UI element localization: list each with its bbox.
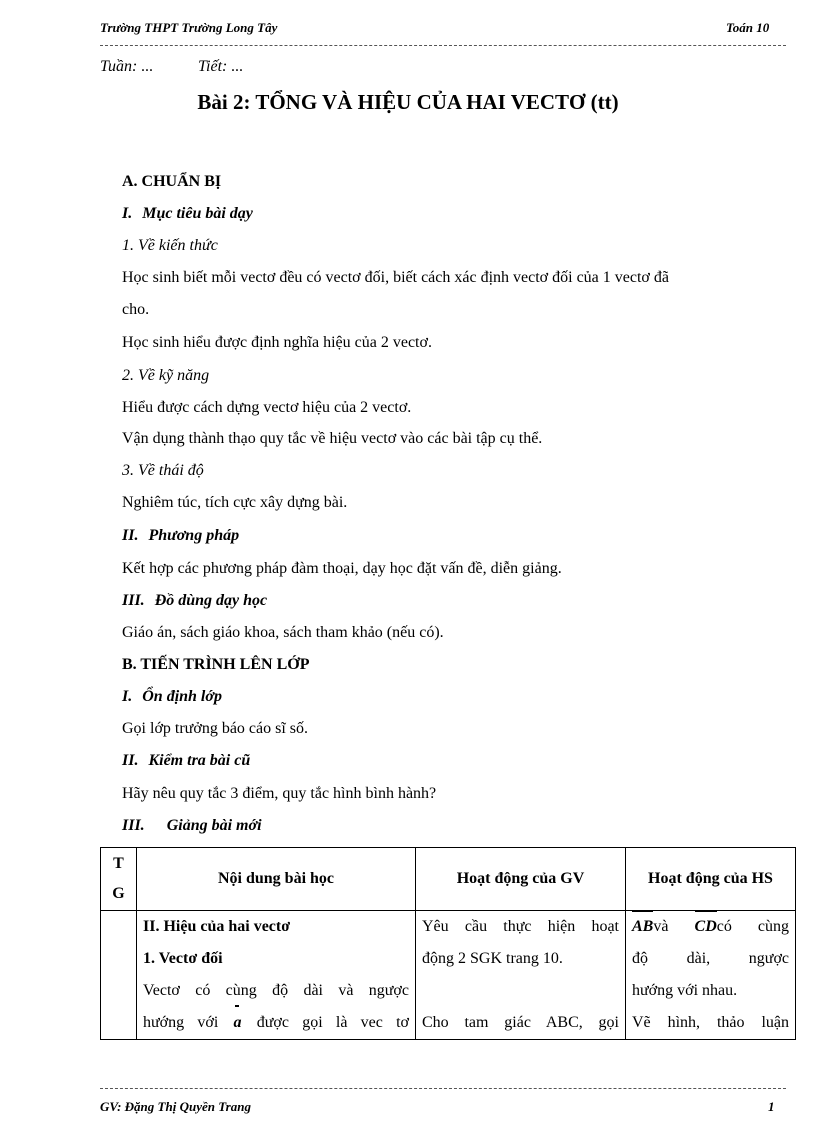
attitude-text-1: Nghiêm túc, tích cực xây dựng bài. [122, 494, 348, 511]
header-student-activity: Hoạt động của HS [626, 848, 796, 911]
student-line-4: Vẽ hình, thảo luận [632, 1014, 789, 1031]
materials-text: Giáo án, sách giáo khoa, sách tham khảo (nếu có). [122, 624, 444, 641]
section-a-heading: A. CHUẨN BỊ [122, 173, 222, 190]
knowledge-text-3: Học sinh hiểu được định nghĩa hiệu của 2 vectơ. [122, 334, 432, 351]
new-lesson-heading: III. Giảng bài mới [122, 817, 262, 834]
header-tg: T G [101, 848, 137, 911]
teacher-line-3 [422, 975, 619, 1007]
student-line-1: ABvà CDcó cùng [632, 911, 789, 943]
cell-student-activity [626, 911, 796, 1040]
page-title: Bài 2: TỔNG VÀ HIỆU CỦA HAI VECTƠ (tt) [197, 90, 619, 114]
attitude-heading: 3. Về thái độ [122, 462, 204, 479]
lesson-table [100, 847, 796, 1040]
knowledge-heading: 1. Về kiến thức [122, 237, 218, 254]
period-label: Tiết: ... [198, 58, 244, 75]
teacher-line-1: Yêu cầu thực hiện hoạt [422, 918, 619, 935]
content-line-4: hướng với a được gọi là vec tơ [143, 1007, 409, 1039]
teacher-line-4: Cho tam giác ABC, gọi [422, 1014, 619, 1031]
week-label: Tuần: ... [100, 58, 154, 75]
objectives-heading: I. Mục tiêu bài dạy [122, 205, 253, 222]
content-line-3: Vectơ có cùng độ dài và ngược [143, 982, 409, 999]
section-b-heading: B. TIẾN TRÌNH LÊN LỚP [122, 656, 310, 673]
header-school: Trường THPT Trường Long Tây [100, 20, 278, 35]
cell-content [137, 911, 416, 1040]
footer-teacher: GV: Đặng Thị Quyền Trang [100, 1099, 251, 1114]
page-number: 1 [768, 1099, 775, 1114]
table-header-row [101, 848, 796, 911]
student-line-2: độ dài, ngược [632, 950, 789, 967]
skills-text-2: Vận dụng thành thạo quy tắc về hiệu vectơ vào các bài tập cụ thể. [122, 430, 543, 447]
skills-heading: 2. Về kỹ năng [122, 367, 210, 384]
header-subject: Toán 10 [726, 20, 770, 35]
header-divider [100, 45, 786, 46]
vector-cd-symbol: CD [695, 911, 717, 943]
header-content: Nội dung bài học [137, 848, 416, 911]
content-line-1: II. Hiệu của hai vectơ [143, 918, 291, 935]
method-heading: II. Phương pháp [122, 527, 240, 544]
vector-a-symbol: a [232, 1007, 244, 1039]
footer-divider [100, 1088, 786, 1089]
knowledge-text-1: Học sinh biết mỗi vectơ đều có vectơ đối, biết cách xác định vectơ đối của 1 vectơ đã [122, 269, 669, 286]
cell-tg [101, 911, 137, 1040]
knowledge-text-2: cho. [122, 301, 150, 318]
student-line-3: hướng với nhau. [632, 982, 738, 999]
review-text: Hãy nêu quy tắc 3 điểm, quy tắc hình bình hành? [122, 785, 437, 802]
method-text: Kết hợp các phương pháp đàm thoại, dạy học đặt vấn đề, diễn giảng. [122, 560, 562, 577]
skills-text-1: Hiểu được cách dựng vectơ hiệu của 2 vectơ. [122, 399, 412, 416]
cell-teacher-activity [416, 911, 626, 1040]
stabilize-heading: I. Ổn định lớp [122, 688, 222, 705]
content-line-2: 1. Vectơ đối [143, 950, 223, 967]
teacher-line-2: động 2 SGK trang 10. [422, 950, 563, 967]
stabilize-text: Gọi lớp trưởng báo cáo sĩ số. [122, 720, 309, 737]
review-heading: II. Kiểm tra bài cũ [122, 752, 251, 769]
header-teacher-activity: Hoạt động của GV [416, 848, 626, 911]
materials-heading: III. Đồ dùng dạy học [122, 592, 268, 609]
table-row [101, 911, 796, 1040]
vector-ab-symbol: AB [632, 911, 653, 943]
